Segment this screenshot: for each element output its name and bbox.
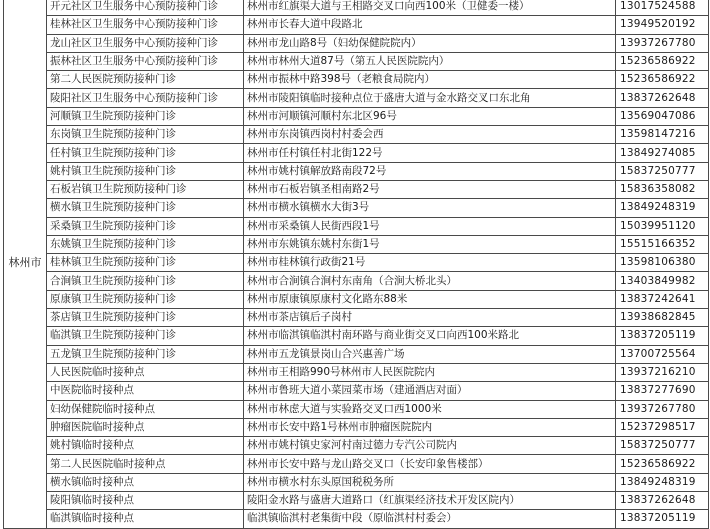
table-row xyxy=(4,382,709,400)
phone-cell: 15837250777 xyxy=(616,162,709,180)
phone-cell: 13938682845 xyxy=(616,309,709,327)
table-row xyxy=(4,107,709,125)
phone-cell: 13837262648 xyxy=(616,492,709,510)
clinic-name-cell: 姚村镇卫生院预防接种门诊 xyxy=(47,162,244,180)
address-cell: 林州市林州大道87号（第五人民医院院内） xyxy=(244,52,616,70)
clinic-name-cell: 龙山社区卫生服务中心预防接种门诊 xyxy=(47,34,244,52)
clinic-name-cell: 茶店镇卫生院预防接种门诊 xyxy=(47,309,244,327)
address-cell: 林州市东岗镇西岗村村委会西 xyxy=(244,126,616,144)
clinic-name-cell: 合涧镇卫生院预防接种门诊 xyxy=(47,272,244,290)
address-cell: 林州市长安中路1号林州市肿瘤医院院内 xyxy=(244,418,616,436)
table-row xyxy=(4,0,709,16)
clinic-name-cell: 五龙镇卫生院预防接种门诊 xyxy=(47,345,244,363)
phone-cell: 15039951120 xyxy=(616,217,709,235)
phone-cell: 13937216210 xyxy=(616,363,709,381)
clinic-name-cell: 横水镇临时接种点 xyxy=(47,473,244,491)
table-row xyxy=(4,345,709,363)
table-row xyxy=(4,254,709,272)
phone-cell: 13403849982 xyxy=(616,272,709,290)
table-row xyxy=(4,217,709,235)
address-cell: 林州市桂林镇行政街21号 xyxy=(244,254,616,272)
phone-cell: 13598147216 xyxy=(616,126,709,144)
table-row xyxy=(4,400,709,418)
clinic-name-cell: 陵阳镇临时接种点 xyxy=(47,492,244,510)
city-cell: 林州市 xyxy=(4,0,47,528)
address-cell: 林州市陵阳镇临时接种点位于盛唐大道与金水路交叉口东北角 xyxy=(244,89,616,107)
address-cell: 林州市合涧镇合涧村东南角（合涧大桥北头） xyxy=(244,272,616,290)
address-cell: 林州市河顺镇河顺村东北区96号 xyxy=(244,107,616,125)
address-cell: 林州市横水镇横水大街3号 xyxy=(244,199,616,217)
address-cell: 林州市临淇镇临淇村南环路与商业街交叉口向西100米路北 xyxy=(244,327,616,345)
table-row xyxy=(4,455,709,473)
address-cell: 林州市林虑大道与实验路交叉口西1000米 xyxy=(244,400,616,418)
address-cell: 林州市鲁班大道小菜园菜市场（建通酒店对面） xyxy=(244,382,616,400)
phone-cell: 15515166352 xyxy=(616,235,709,253)
clinic-name-cell: 人民医院临时接种点 xyxy=(47,363,244,381)
phone-cell: 13837205119 xyxy=(616,510,709,528)
table-row xyxy=(4,89,709,107)
clinic-name-cell: 桂林社区卫生服务中心预防接种门诊 xyxy=(47,16,244,34)
clinic-name-cell: 开元社区卫生服务中心预防接种门诊 xyxy=(47,0,244,16)
phone-cell: 13837242641 xyxy=(616,290,709,308)
clinic-name-cell: 中医院临时接种点 xyxy=(47,382,244,400)
address-cell: 林州市原康镇原康村文化路东88米 xyxy=(244,290,616,308)
table-row xyxy=(4,52,709,70)
phone-cell: 13949520192 xyxy=(616,16,709,34)
clinic-name-cell: 第二人民医院预防接种门诊 xyxy=(47,71,244,89)
address-cell: 临淇镇临淇村老集街中段（原临淇村村委会） xyxy=(244,510,616,528)
clinic-name-cell: 东姚镇卫生院预防接种门诊 xyxy=(47,235,244,253)
table-row xyxy=(4,363,709,381)
address-cell: 林州市任村镇任村北街122号 xyxy=(244,144,616,162)
address-cell: 林州市振林中路398号（老粮食局院内） xyxy=(244,71,616,89)
phone-cell: 13937267780 xyxy=(616,400,709,418)
table-row xyxy=(4,418,709,436)
table-row xyxy=(4,437,709,455)
table-row xyxy=(4,144,709,162)
phone-cell: 13598106380 xyxy=(616,254,709,272)
clinic-name-cell: 东岗镇卫生院预防接种门诊 xyxy=(47,126,244,144)
address-cell: 林州市横水村东头原国税税务所 xyxy=(244,473,616,491)
table-row xyxy=(4,327,709,345)
address-cell: 林州市长安中路与龙山路交叉口（长安印象售楼部） xyxy=(244,455,616,473)
address-cell: 林州市五龙镇景岗山合兴惠善广场 xyxy=(244,345,616,363)
table-row xyxy=(4,16,709,34)
clinic-name-cell: 临淇镇临时接种点 xyxy=(47,510,244,528)
phone-cell: 15836358082 xyxy=(616,180,709,198)
phone-cell: 13837277690 xyxy=(616,382,709,400)
table-row xyxy=(4,180,709,198)
clinic-name-cell: 桂林镇卫生院预防接种门诊 xyxy=(47,254,244,272)
phone-cell: 15236586922 xyxy=(616,52,709,70)
address-cell: 林州市采桑镇人民街西段1号 xyxy=(244,217,616,235)
address-cell: 林州市长春大道中段路北 xyxy=(244,16,616,34)
clinic-name-cell: 采桑镇卫生院预防接种门诊 xyxy=(47,217,244,235)
address-cell: 林州市姚村镇史家河村南过德力专汽公司院内 xyxy=(244,437,616,455)
clinic-name-cell: 肿瘤医院临时接种点 xyxy=(47,418,244,436)
address-cell: 林州市石板岩镇圣相南路2号 xyxy=(244,180,616,198)
clinic-name-cell: 任村镇卫生院预防接种门诊 xyxy=(47,144,244,162)
clinic-name-cell: 振林社区卫生服务中心预防接种门诊 xyxy=(47,52,244,70)
table-row xyxy=(4,510,709,528)
address-cell: 林州市王相路990号林州市人民医院院内 xyxy=(244,363,616,381)
phone-cell: 13849248319 xyxy=(616,473,709,491)
phone-cell: 13849274085 xyxy=(616,144,709,162)
clinic-name-cell: 妇幼保健院临时接种点 xyxy=(47,400,244,418)
table-row xyxy=(4,309,709,327)
table-row xyxy=(4,272,709,290)
address-cell: 林州市茶店镇后子岗村 xyxy=(244,309,616,327)
table-row xyxy=(4,34,709,52)
address-cell: 林州市红旗渠大道与王相路交叉口向西100米（卫健委一楼） xyxy=(244,0,616,16)
clinic-name-cell: 石板岩镇卫生院预防接种门诊 xyxy=(47,180,244,198)
table-row xyxy=(4,290,709,308)
clinic-name-cell: 横水镇卫生院预防接种门诊 xyxy=(47,199,244,217)
clinic-name-cell: 姚村镇临时接种点 xyxy=(47,437,244,455)
table-row xyxy=(4,473,709,491)
table-row xyxy=(4,162,709,180)
phone-cell: 13700725564 xyxy=(616,345,709,363)
address-cell: 林州市龙山路8号（妇幼保健院院内） xyxy=(244,34,616,52)
clinic-table xyxy=(3,0,709,529)
phone-cell: 15837250777 xyxy=(616,437,709,455)
phone-cell: 13837262648 xyxy=(616,89,709,107)
address-cell: 陵阳金水路与盛唐大道路口（红旗渠经济技术开发区院内） xyxy=(244,492,616,510)
clinic-name-cell: 河顺镇卫生院预防接种门诊 xyxy=(47,107,244,125)
table-row xyxy=(4,126,709,144)
phone-cell: 15237298517 xyxy=(616,418,709,436)
phone-cell: 13569047086 xyxy=(616,107,709,125)
phone-cell: 13849248319 xyxy=(616,199,709,217)
phone-cell: 15236586922 xyxy=(616,71,709,89)
clinic-name-cell: 第二人民医院临时接种点 xyxy=(47,455,244,473)
clinic-name-cell: 原康镇卫生院预防接种门诊 xyxy=(47,290,244,308)
address-cell: 林州市姚村镇解放路南段72号 xyxy=(244,162,616,180)
address-cell: 林州市东姚镇东姚村东街1号 xyxy=(244,235,616,253)
clinic-table-body xyxy=(4,0,709,528)
clinic-name-cell: 临淇镇卫生院预防接种门诊 xyxy=(47,327,244,345)
phone-cell: 13837205119 xyxy=(616,327,709,345)
phone-cell: 15236586922 xyxy=(616,455,709,473)
table-row xyxy=(4,235,709,253)
table-row xyxy=(4,199,709,217)
phone-cell: 13017524588 xyxy=(616,0,709,16)
clinic-name-cell: 陵阳社区卫生服务中心预防接种门诊 xyxy=(47,89,244,107)
table-row xyxy=(4,71,709,89)
phone-cell: 13937267780 xyxy=(616,34,709,52)
